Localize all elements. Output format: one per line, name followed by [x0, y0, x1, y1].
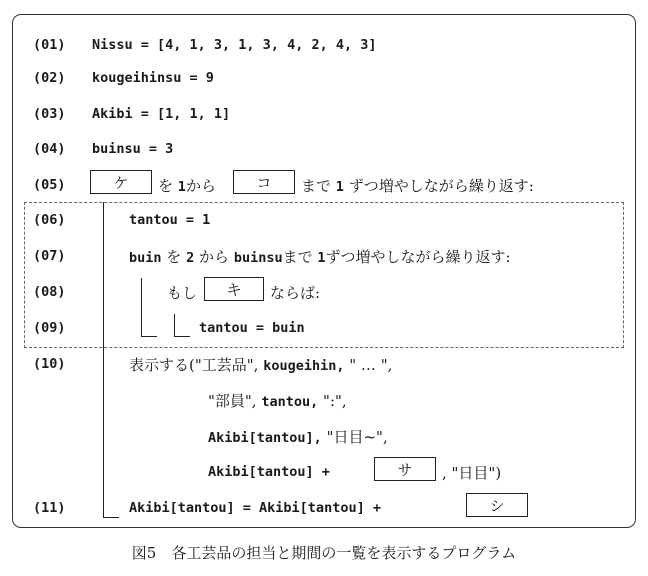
print-text: ":", [323, 392, 347, 410]
if-indent-end [174, 336, 190, 337]
blank-shi: シ [466, 493, 528, 517]
line-number: (10) [33, 356, 66, 372]
if-indent-bar [174, 314, 175, 337]
loop-text: を [158, 177, 174, 195]
line-number: (01) [33, 37, 66, 53]
print-text: 表示する("工芸品", [129, 356, 259, 374]
line-code: kougeihinsu = 9 [92, 70, 214, 86]
line-code: buinsu = 3 [92, 141, 174, 157]
blank-sa: サ [374, 457, 436, 481]
loop-text: から [199, 248, 230, 266]
if-text: ならば: [270, 284, 321, 302]
line-number: (08) [33, 284, 66, 300]
line-number: (03) [33, 106, 66, 122]
loop-text: から [185, 177, 216, 195]
inner-loop-indent-bar [141, 278, 142, 337]
line-number: (05) [33, 177, 66, 193]
print-argument: Akibi[tantou], [208, 430, 322, 446]
line-number: (07) [33, 248, 66, 264]
print-argument: Akibi[tantou] + [208, 464, 330, 480]
print-text: "日目~", [326, 428, 388, 446]
line-code: tantou = buin [199, 320, 305, 336]
blank-ko: コ [233, 170, 295, 194]
line-number: (04) [33, 141, 66, 157]
loop-number: 1 [335, 179, 344, 195]
if-text: もし [167, 284, 198, 302]
loop-text: を [166, 248, 182, 266]
figure-caption: 図5 各工芸品の担当と期間の一覧を表示するプログラム [131, 544, 517, 562]
loop-variable: buin [129, 250, 162, 266]
line-number: (11) [33, 500, 66, 516]
print-text: " … ", [349, 356, 393, 374]
line-code: Akibi[tantou] = Akibi[tantou] + [129, 500, 381, 516]
print-argument: kougeihin, [263, 358, 345, 374]
loop-indent-bar [103, 202, 104, 518]
blank-ki: キ [204, 277, 264, 301]
highlighted-block [24, 202, 624, 348]
print-text: , "日目") [442, 464, 502, 482]
line-number: (06) [33, 212, 66, 228]
blank-ke: ケ [90, 170, 152, 194]
line-code: Nissu = [4, 1, 3, 1, 3, 4, 2, 4, 3] [92, 37, 377, 53]
loop-variable: buinsu [233, 250, 283, 266]
loop-number: 1 [317, 250, 326, 266]
loop-text: ずつ増やしながら繰り返す: [348, 177, 534, 195]
loop-text: まで [282, 248, 313, 266]
loop-text: まで [301, 177, 332, 195]
loop-text: ずつ増やしながら繰り返す: [325, 248, 511, 266]
print-argument: tantou, [261, 394, 319, 410]
inner-loop-indent-end [141, 336, 157, 337]
loop-indent-end [103, 517, 119, 518]
line-number: (02) [33, 70, 66, 86]
line-number: (09) [33, 320, 66, 336]
line-code: Akibi = [1, 1, 1] [92, 106, 231, 122]
loop-number: 1 [177, 179, 186, 195]
loop-number: 2 [186, 250, 195, 266]
line-code: tantou = 1 [129, 212, 211, 228]
print-text: "部員", [208, 392, 257, 410]
